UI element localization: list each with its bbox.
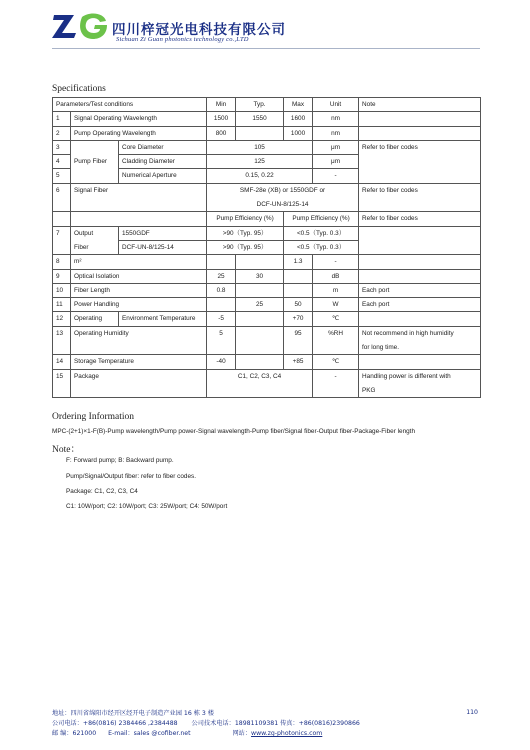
row-no: 10 xyxy=(53,283,71,297)
row-note xyxy=(359,169,481,183)
zg-logo-icon xyxy=(52,11,108,41)
table-row xyxy=(53,355,481,369)
table-row xyxy=(53,226,481,240)
row-typ xyxy=(236,283,284,297)
table-row xyxy=(53,183,481,197)
row-unit xyxy=(313,341,359,355)
table-row xyxy=(53,155,481,169)
company-name-cn: 四川梓冠光电科技有限公司 xyxy=(112,22,286,38)
row-unit: - xyxy=(313,169,359,183)
header-note: Note xyxy=(359,98,481,112)
table-row xyxy=(53,383,481,397)
row-max: 1.3 xyxy=(284,255,313,269)
row-max: +85 xyxy=(284,355,313,369)
row-max: +70 xyxy=(284,312,313,326)
row-max: 50 xyxy=(284,298,313,312)
row-param: Power Handling xyxy=(71,298,207,312)
row-param xyxy=(71,212,207,226)
table-row xyxy=(53,112,481,126)
row-note xyxy=(359,269,481,283)
row-param: Signal Fiber xyxy=(71,183,207,197)
row-max xyxy=(284,269,313,283)
row-sub: DCF-UN-8/125-14 xyxy=(119,240,207,254)
row-max: 1600 xyxy=(284,112,313,126)
row-max xyxy=(284,283,313,297)
specifications-title: Specifications xyxy=(52,84,106,94)
row-note xyxy=(359,155,481,169)
row-max: 95 xyxy=(284,326,313,340)
row-note: Not recommend in high humidity xyxy=(359,326,481,340)
row-sub: Cladding Diameter xyxy=(119,155,207,169)
table-row xyxy=(53,341,481,355)
pump-fiber-cell-bottom xyxy=(71,169,119,183)
row-min: 0.8 xyxy=(207,283,236,297)
row-note xyxy=(359,112,481,126)
row-param xyxy=(71,383,207,397)
efficiency-header-2: Pump Efficiency (%) xyxy=(284,212,359,226)
footer-email[interactable]: E-mail：sales @cofiber.net xyxy=(108,730,191,737)
row-min xyxy=(207,140,236,154)
row-min xyxy=(207,255,236,269)
package-options xyxy=(207,383,313,397)
pump-fiber-cell-top xyxy=(71,140,119,154)
efficiency-header-1: Pump Efficiency (%) xyxy=(207,212,284,226)
efficiency-value-1: >90（Typ. 95） xyxy=(207,240,284,254)
row-note xyxy=(359,226,481,240)
row-unit: %RH xyxy=(313,326,359,340)
header-min: Min xyxy=(207,98,236,112)
row-unit: nm xyxy=(313,112,359,126)
fiber-label: Fiber xyxy=(71,240,119,254)
header-max: Max xyxy=(284,98,313,112)
row-unit: - xyxy=(313,255,359,269)
row-max xyxy=(284,341,313,355)
row-unit: μm xyxy=(313,140,359,154)
row-no: 6 xyxy=(53,183,71,197)
row-no: 7 xyxy=(53,226,71,240)
table-row xyxy=(53,169,481,183)
table-row xyxy=(53,212,481,226)
table-row xyxy=(53,255,481,269)
row-no: 15 xyxy=(53,369,71,383)
row-no: 8 xyxy=(53,255,71,269)
header-param: Parameters/Test conditions xyxy=(53,98,207,112)
note-item: F: Forward pump; B: Backward pump. xyxy=(66,457,174,464)
row-no: 5 xyxy=(53,169,71,183)
row-param: Operating Humidity xyxy=(71,326,207,340)
note-title: Note： xyxy=(52,445,80,455)
table-row xyxy=(53,312,481,326)
row-typ xyxy=(236,355,284,369)
table-row xyxy=(53,269,481,283)
row-unit: m xyxy=(313,283,359,297)
table-row xyxy=(53,369,481,383)
row-no: 4 xyxy=(53,155,71,169)
footer-address: 地址：四川省绵阳市经开区经开电子制造产业园 16 栋 3 楼 xyxy=(52,710,214,717)
ordering-title: Ordering Information xyxy=(52,412,135,422)
row-unit: - xyxy=(313,369,359,383)
efficiency-value-2: <0.5（Typ. 0.3） xyxy=(284,240,359,254)
company-name-en: Sichuan Zi Guan photonics technology co.,LTD xyxy=(116,36,249,43)
row-max xyxy=(284,140,313,154)
row-param: Pump Operating Wavelength xyxy=(71,126,207,140)
header-divider xyxy=(52,48,480,49)
package-options: C1, C2, C3, C4 xyxy=(207,369,313,383)
table-row xyxy=(53,198,481,212)
footer-website-link[interactable]: www.zg-photonics.com xyxy=(251,730,323,737)
efficiency-value-2: <0.5（Typ. 0.3） xyxy=(284,226,359,240)
header-typ: Typ. xyxy=(236,98,284,112)
row-note xyxy=(359,240,481,254)
row-no xyxy=(53,240,71,254)
row-no xyxy=(53,198,71,212)
page-header xyxy=(52,8,482,48)
row-min xyxy=(207,155,236,169)
row-note: for long time. xyxy=(359,341,481,355)
row-note: Refer to fiber codes xyxy=(359,140,481,154)
pump-fiber-label: Pump Fiber xyxy=(71,155,119,169)
row-note: Refer to fiber codes xyxy=(359,212,481,226)
row-sub: Numerical Aperture xyxy=(119,169,207,183)
row-min: 1500 xyxy=(207,112,236,126)
row-min: 25 xyxy=(207,269,236,283)
row-no xyxy=(53,341,71,355)
row-param: Package xyxy=(71,369,207,383)
footer-phone: 公司电话：+86(0816) 2384466 ,2384488 xyxy=(52,720,178,727)
row-sub: Environment Temperature xyxy=(119,312,207,326)
table-row xyxy=(53,298,481,312)
row-min xyxy=(207,341,236,355)
row-unit: ℃ xyxy=(313,355,359,369)
row-param: Optical Isolation xyxy=(71,269,207,283)
row-min: -40 xyxy=(207,355,236,369)
row-note xyxy=(359,255,481,269)
table-row xyxy=(53,283,481,297)
row-param xyxy=(71,341,207,355)
page-number: 110 xyxy=(466,709,478,716)
row-min: 5 xyxy=(207,326,236,340)
row-min: 800 xyxy=(207,126,236,140)
row-note xyxy=(359,355,481,369)
table-row xyxy=(53,240,481,254)
signal-fiber-options-1: SMF-28e (XB) or 1550GDF or xyxy=(207,183,359,197)
row-no: 14 xyxy=(53,355,71,369)
row-no: 9 xyxy=(53,269,71,283)
row-note: Refer to fiber codes xyxy=(359,183,481,197)
row-no: 11 xyxy=(53,298,71,312)
row-max xyxy=(284,155,313,169)
row-note xyxy=(359,126,481,140)
note-item: Package: C1, C2, C3, C4 xyxy=(66,488,138,495)
row-no: 3 xyxy=(53,140,71,154)
row-unit xyxy=(313,383,359,397)
row-max: 1000 xyxy=(284,126,313,140)
table-row xyxy=(53,140,481,154)
row-note xyxy=(359,312,481,326)
row-min xyxy=(207,298,236,312)
row-no xyxy=(53,212,71,226)
row-unit: ℃ xyxy=(313,312,359,326)
table-header-row xyxy=(53,98,481,112)
row-no: 13 xyxy=(53,326,71,340)
table-row xyxy=(53,126,481,140)
row-param: Storage Temperature xyxy=(71,355,207,369)
row-param xyxy=(71,198,207,212)
ordering-code: MPC-(2+1)×1-F(B)-Pump wavelength/Pump power-Signal wavelength-Pump fiber/Signal fiber-Output fiber-Package-Fiber length xyxy=(52,428,416,435)
page-footer xyxy=(52,709,482,739)
row-no: 1 xyxy=(53,112,71,126)
row-param: Operating xyxy=(71,312,119,326)
row-typ: 105 xyxy=(236,140,284,154)
row-param: Fiber Length xyxy=(71,283,207,297)
signal-fiber-options-2: DCF-UN-8/125-14 xyxy=(207,198,359,212)
row-unit: W xyxy=(313,298,359,312)
header-unit: Unit xyxy=(313,98,359,112)
row-no: 2 xyxy=(53,126,71,140)
note-item: Pump/Signal/Output fiber: refer to fiber codes. xyxy=(66,473,197,480)
row-min: -5 xyxy=(207,312,236,326)
row-note: Each port xyxy=(359,283,481,297)
row-note: Each port xyxy=(359,298,481,312)
footer-tech-phone: 公司技术电话：18981109381 传真：+86(0816)2390866 xyxy=(191,720,360,727)
row-note xyxy=(359,198,481,212)
row-typ: 125 xyxy=(236,155,284,169)
row-typ: 25 xyxy=(236,298,284,312)
row-param: m² xyxy=(71,255,207,269)
table-row xyxy=(53,326,481,340)
row-no xyxy=(53,383,71,397)
row-typ: 1550 xyxy=(236,112,284,126)
efficiency-value-1: >90（Typ. 95） xyxy=(207,226,284,240)
row-unit: μm xyxy=(313,155,359,169)
row-note: PKG xyxy=(359,383,481,397)
specifications-table xyxy=(52,97,481,398)
row-typ: 0.15, 0.22 xyxy=(207,169,313,183)
footer-website-label: 网站： xyxy=(232,730,252,737)
row-sub: 1550GDF xyxy=(119,226,207,240)
row-no: 12 xyxy=(53,312,71,326)
output-label: Output xyxy=(71,226,119,240)
row-unit: nm xyxy=(313,126,359,140)
row-typ xyxy=(236,326,284,340)
row-param: Signal Operating Wavelength xyxy=(71,112,207,126)
row-note: Handling power is different with xyxy=(359,369,481,383)
row-typ xyxy=(236,255,284,269)
row-unit: dB xyxy=(313,269,359,283)
row-typ xyxy=(236,126,284,140)
footer-postcode: 邮 编：621000 xyxy=(52,730,97,737)
row-typ: 30 xyxy=(236,269,284,283)
row-sub: Core Diameter xyxy=(119,140,207,154)
row-typ xyxy=(236,312,284,326)
note-item: C1: 10W/port; C2: 10W/port; C3: 25W/port; C4: 50W/port xyxy=(66,503,228,510)
row-typ xyxy=(236,341,284,355)
